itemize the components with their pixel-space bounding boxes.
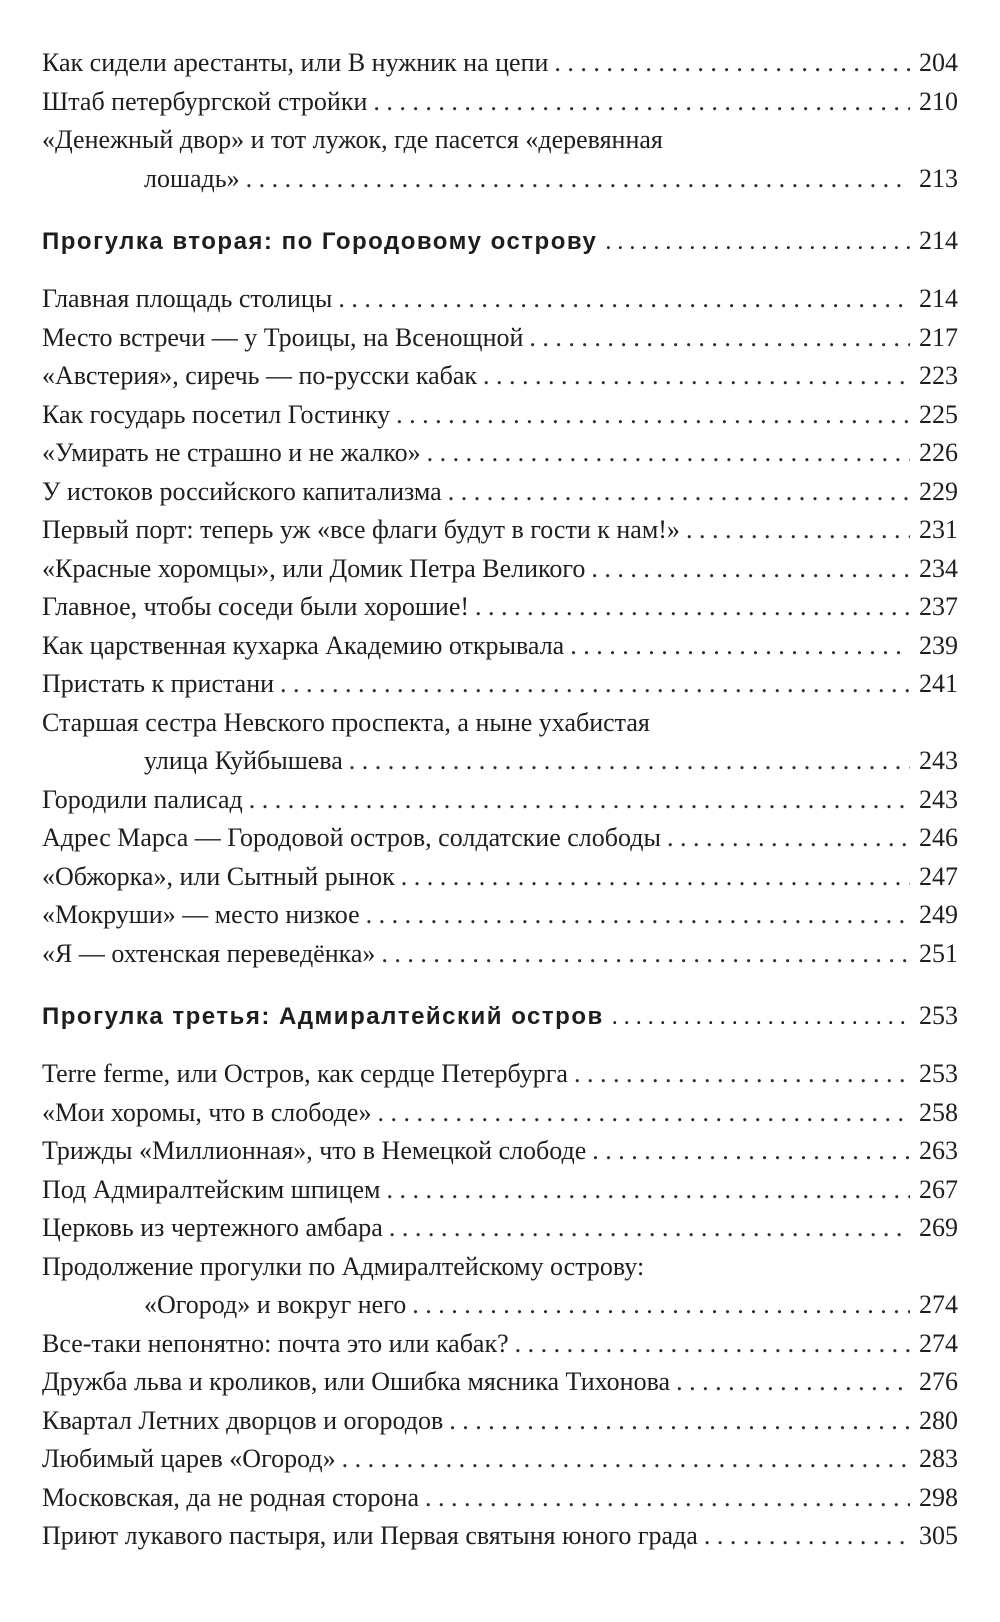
toc-entry-page: 223 [919,361,958,390]
toc-entry [42,935,958,974]
dot-leader [249,781,910,820]
section-heading-walk-three [42,997,958,1035]
toc-entry [42,742,958,781]
toc-entry-title: Первый порт: теперь уж «все флаги будут в гости к нам!» [42,515,680,544]
toc-entry [42,44,958,83]
toc-entry [42,1479,958,1518]
section-heading-walk-two [42,222,958,260]
toc-entry-page: 283 [919,1444,958,1473]
toc-entry [42,160,958,199]
toc-entry-title: Главное, чтобы соседи были хорошие! [42,592,470,621]
toc-entry-title: «Обжорка», или Сытный рынок [42,861,395,891]
toc-entry-title: «Я — охтенская переведёнка» [42,938,376,968]
toc-entry-page: 210 [919,86,958,116]
dot-leader [280,665,910,704]
toc-entry-title: «Мокруши» — место низкое [42,900,360,929]
toc-entry-title-line2: «Огород» и вокруг него [144,1290,407,1319]
toc-entry [42,1402,958,1441]
dot-leader [373,83,910,122]
toc-entry-page: 241 [919,669,958,698]
toc-entry-title: Главная площадь столицы [42,284,333,313]
toc-entry [42,1325,958,1364]
dot-leader [401,858,910,897]
toc-entry [42,1209,958,1248]
section-title: Прогулка третья: Адмиралтейский остров [42,1003,604,1030]
toc-entry-title: Под Адмиралтейским шпицем [42,1174,381,1204]
toc-entry-title: «Мои хоромы, что в слободе» [42,1097,372,1127]
toc-entry-page: 217 [919,322,958,352]
toc-entry-page: 229 [919,476,958,506]
dot-leader [366,896,910,935]
toc-entry-title: «Австерия», сиречь — по-русски кабак [42,361,478,390]
dot-leader [529,319,910,358]
toc-entry-page: 249 [919,900,958,929]
toc-entry-page: 243 [919,746,958,775]
toc-entry [42,1132,958,1171]
toc-entry-page: 253 [919,1059,958,1088]
toc-entry-title: Как государь посетил Гостинку [42,399,391,429]
toc-entry-page: 274 [919,1328,958,1358]
toc-entry [42,1517,958,1556]
dot-leader [515,1325,910,1364]
toc-entry [42,319,958,358]
toc-entry-title: Квартал Летних дворцов и огородов [42,1405,444,1435]
toc-entry [42,434,958,473]
toc-entry [42,896,958,935]
dot-leader [591,550,910,589]
dot-leader [396,396,910,435]
dot-leader [349,742,910,781]
section-page: 253 [919,1001,958,1030]
toc-entry-title: Дружба льва и кроликов, или Ошибка мясника Тихонова [42,1367,671,1396]
toc-entry-page: 237 [919,592,958,621]
toc-entry-title-line1: Старшая сестра Невского проспекта, а ныне ухабистая [42,707,650,737]
dot-leader [612,998,910,1036]
dot-leader [342,1440,910,1479]
dot-leader [605,223,910,261]
toc-entry [42,781,958,820]
toc-entry-multiline [42,704,958,781]
toc-entry-title: У истоков российского капитализма [42,476,442,506]
toc-entry [42,858,958,897]
dot-leader [425,1479,910,1518]
toc-entry [42,280,958,319]
toc-entry [42,396,958,435]
toc-entry-multiline [42,121,958,198]
dot-leader [386,1171,910,1210]
dot-leader [412,1286,910,1325]
toc-entry-title: Московская, да не родная сторона [42,1482,419,1512]
toc-entry-title: Штаб петербургской стройки [42,86,368,116]
toc-entry-page: 246 [919,823,958,852]
section-title: Прогулка вторая: по Городовому острову [42,228,598,255]
toc-entry-title: Приют лукавого пастыря, или Первая святыня юного града [42,1521,698,1550]
toc-entry-title: Адрес Марса — Городовой остров, солдатские слободы [42,823,661,852]
toc-entry-page: 243 [919,784,958,814]
toc-entry-title-line1: Продолжение прогулки по Адмиралтейскому острову: [42,1251,645,1281]
toc-entry [42,511,958,550]
dot-leader [338,280,910,319]
toc-entry-page: 251 [919,938,958,968]
toc-entry [42,627,958,666]
toc-entry [42,473,958,512]
toc-entry-title: Трижды «Миллионная», что в Немецкой слободе [42,1136,587,1165]
toc-entry-page: 225 [919,399,958,429]
dot-leader [381,935,910,974]
toc-entry-page: 258 [919,1097,958,1127]
dot-leader [448,473,910,512]
toc-entry-title-line2: улица Куйбышева [144,746,343,775]
toc-entry-title: Место встречи — у Троицы, на Всенощной [42,322,524,352]
dot-leader [483,357,910,396]
toc-entry-page: 298 [919,1482,958,1512]
toc-entry [42,1094,958,1133]
toc-entry [42,1440,958,1479]
toc-entry-page: 269 [919,1213,958,1242]
dot-leader [554,44,910,83]
toc-entry-page: 280 [919,1405,958,1435]
dot-leader [667,819,910,858]
toc-entry-title: Церковь из чертежного амбара [42,1213,383,1242]
section-page: 214 [919,226,958,255]
dot-leader [570,627,910,666]
toc-entry [42,588,958,627]
toc-entry-title: «Умирать не страшно и не жалко» [42,438,421,467]
toc-entry-title-line2: лошадь» [144,163,240,193]
toc-entry [42,1363,958,1402]
toc-entry [42,665,958,704]
toc-entry [42,1171,958,1210]
toc-entry-title: Любимый царев «Огород» [42,1444,336,1473]
toc-entry-page: 276 [919,1367,958,1396]
toc-entry-title: Все-таки непонятно: почта это или кабак? [42,1328,509,1358]
dot-leader [377,1094,910,1133]
toc-entry-page: 231 [919,515,958,544]
toc-entry-page: 234 [919,553,958,583]
dot-leader [246,160,910,199]
toc-entry [42,1055,958,1094]
toc-entry-page: 305 [919,1521,958,1550]
toc-entry [42,550,958,589]
dot-leader [592,1132,910,1171]
toc-entry [42,357,958,396]
toc-entry-title: Как сидели арестанты, или В нужник на цепи [42,48,549,77]
toc-entry-title: Terre ferme, или Остров, как сердце Петербурга [42,1059,568,1088]
toc-entry-page: 226 [919,438,958,467]
dot-leader [704,1517,910,1556]
toc-entry-title: Городили палисад [42,784,243,814]
toc-entry [42,819,958,858]
toc-entry-page: 204 [919,48,958,77]
dot-leader [427,434,910,473]
dot-leader [574,1055,910,1094]
toc-entry-page: 214 [919,284,958,313]
toc-entry-multiline [42,1248,958,1325]
toc-entry-page: 263 [919,1136,958,1165]
toc-entry-page: 274 [919,1290,958,1319]
toc-entry-title-line1: «Денежный двор» и тот лужок, где пасется «деревянная [42,125,663,154]
toc-entry-page: 267 [919,1174,958,1204]
toc-entry-title: «Красные хоромцы», или Домик Петра Великого [42,553,586,583]
dot-leader [449,1402,910,1441]
toc-entry [42,83,958,122]
toc-entry-title: Пристать к пристани [42,669,275,698]
dot-leader [686,511,910,550]
toc-entry-page: 247 [919,861,958,891]
dot-leader [389,1209,910,1248]
toc-entry-page: 213 [919,163,958,193]
dot-leader [475,588,910,627]
table-of-contents [42,44,958,1556]
toc-entry-title: Как царственная кухарка Академию открывала [42,630,565,660]
toc-entry [42,1286,958,1325]
dot-leader [676,1363,910,1402]
toc-entry-page: 239 [919,630,958,660]
